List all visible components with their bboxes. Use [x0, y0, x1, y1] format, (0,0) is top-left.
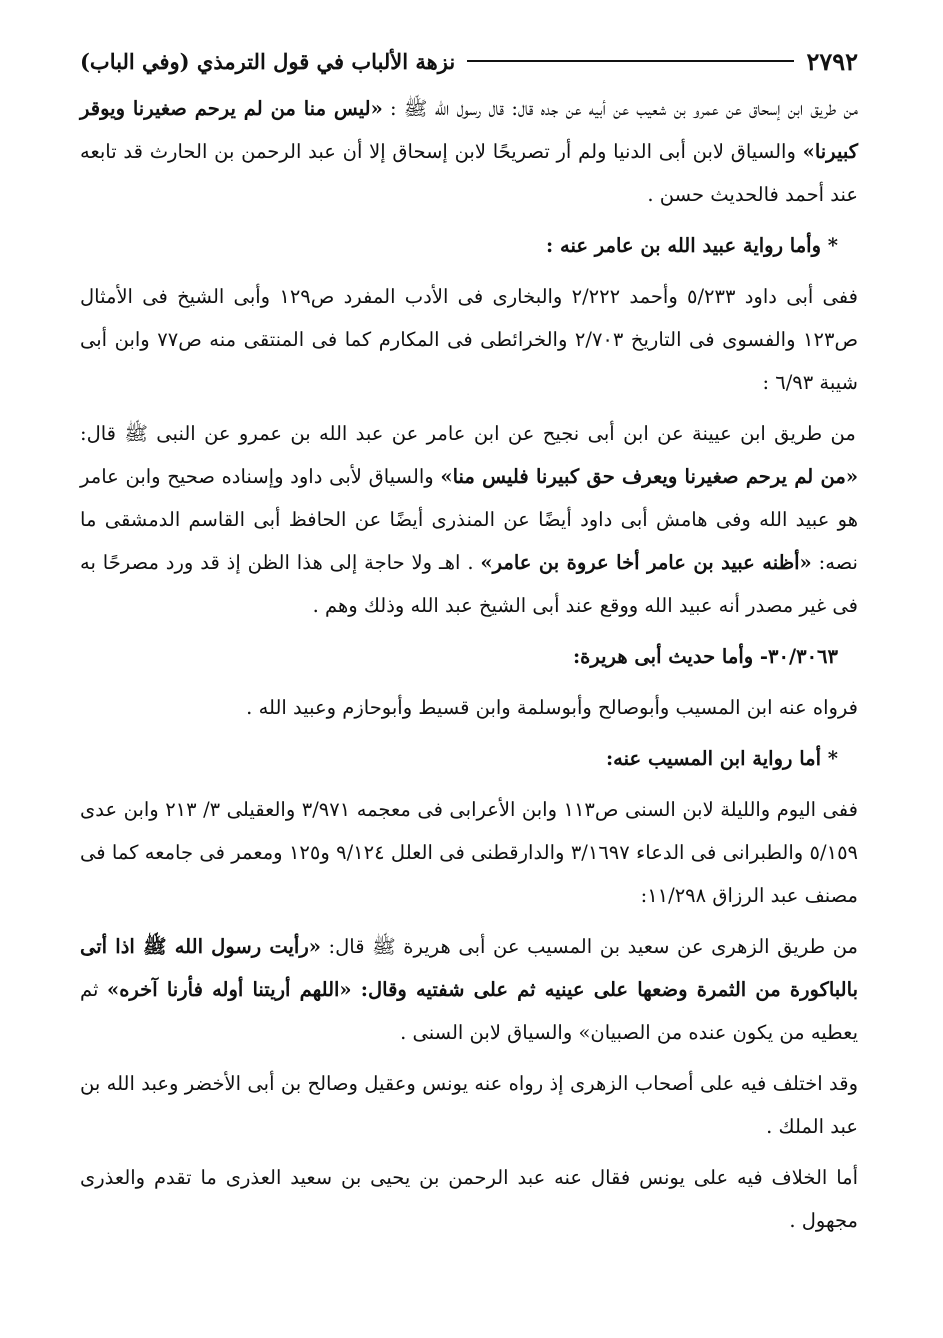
hadith-text-2: «من لم يرحم صغيرنا ويعرف حق كبيرنا فليس منا»	[440, 465, 859, 488]
paragraph-4	[80, 686, 858, 729]
paragraph-3-conclusion: . اهـ ولا حاجة إلى هذا الظن إذ قد ورد مصرحًا به فى غير مصدر أنه عبيد الله ووقع عند أبى الشيخ عبد الله وذلك وهم .	[80, 551, 858, 617]
paragraph-3	[80, 412, 858, 627]
paragraph-3-commentary: والسياق لأبى داود وإسناده صحيح وابن عامر هو عبيد الله وفى هامش أبى داود أيضًا عن المنذرى أيضًا عن الحافظ أبى القاسم الدمشقى ما نصه:	[80, 465, 858, 574]
page-body	[80, 87, 858, 1242]
paragraph-2	[80, 275, 858, 404]
paragraph-7-text: وقد اختلف فيه على أصحاب الزهرى إذ رواه عنه يونس وعقيل وصالح بن أبى الأخضر وعبد الله بن عبد الملك .	[80, 1072, 858, 1138]
paragraph-5-sources: ففى اليوم والليلة لابن السنى ص١١٣ وابن الأعرابى فى معجمه ٣/٩٧١ والعقيلى ٣/ ٢١٣ وابن عدى ٥/١٥٩ والطبرانى فى الدعاء ٣/١٦٩٧ والدارقطنى فى العلل ٩/١٢٤ و١٢٥ ومعمر فى جامعه كما فى مصنف عبد الرزاق ١١/٢٩٨:	[80, 798, 859, 907]
section-heading-1: * وأما رواية عبيد الله بن عامر عنه :	[546, 234, 838, 257]
section-heading-3: * أما رواية ابن المسيب عنه:	[605, 747, 838, 770]
paragraph-6-chain: من طريق الزهرى عن سعيد بن المسيب عن أبى هريرة ﷺ قال:	[320, 935, 858, 958]
paragraph-7	[80, 1062, 858, 1148]
quoted-opinion: «أظنه عبيد بن عامر أخا عروة بن عامر»	[480, 551, 812, 574]
page-header	[80, 35, 858, 87]
paragraph-1	[80, 87, 858, 216]
section-heading-2: ٣٠/٣٠٦٣- وأما حديث أبى هريرة:	[572, 645, 838, 668]
hadith-text-3: «رأيت رسول الله ﷺ اذا أتى بالباكورة من الثمرة وضعها على عينيه ثم على شفتيه وقال: «اللهم أريتنا أوله فأرنا آخره»	[80, 935, 858, 1001]
paragraph-1-commentary: والسياق لابن أبى الدنيا ولم أر تصريحًا لابن إسحاق إلا أن عبد الرحمن بن الحارث قد تابعه عند أحمد فالحديث حسن .	[80, 140, 858, 206]
paragraph-2-sources: ففى أبى داود ٥/٢٣٣ وأحمد ٢/٢٢٢ والبخارى فى الأدب المفرد ص١٢٩ وأبى الشيخ فى الأمثال ص١٢٣ والفسوى فى التاريخ ٢/٧٠٣ والخرائطى فى المكارم كما فى المنتقى منه ص٧٧ وابن أبى شيبة ٦/٩٣ :	[80, 285, 859, 394]
book-page	[80, 35, 858, 1318]
paragraph-5	[80, 788, 858, 917]
paragraph-1-intro: من طريق ابن إسحاق عن عمرو بن شعيب عن أبيه عن جده قال: قال رسول الله ﷺ :	[390, 97, 858, 120]
hadith-text-1: «ليس منا من لم يرحم صغيرنا ويوقر كبيرنا»	[80, 97, 858, 163]
header-rule	[467, 60, 794, 62]
paragraph-4-narrators: فرواه عنه ابن المسيب وأبوصالح وأبوسلمة وابن قسيط وأبوحازم وعبيد الله .	[246, 696, 858, 719]
paragraph-3-chain: من طريق ابن عيينة عن ابن أبى نجيح عن ابن عامر عن عبد الله بن عمرو عن النبى ﷺ قال:	[80, 422, 856, 445]
page-number: ٢٧٩٢	[806, 46, 858, 76]
paragraph-6-commentary: ثم يعطيه من يكون عنده من الصبيان» والسياق لابن السنى .	[80, 978, 858, 1044]
running-title: نزهة الألباب في قول الترمذي (وفي الباب)	[80, 48, 456, 74]
paragraph-8	[80, 1156, 858, 1242]
paragraph-6	[80, 925, 858, 1054]
paragraph-8-text: أما الخلاف فيه على يونس فقال عنه عبد الرحمن بن يحيى بن سعيد العذرى ما تقدم والعذرى مجهول .	[80, 1166, 858, 1232]
